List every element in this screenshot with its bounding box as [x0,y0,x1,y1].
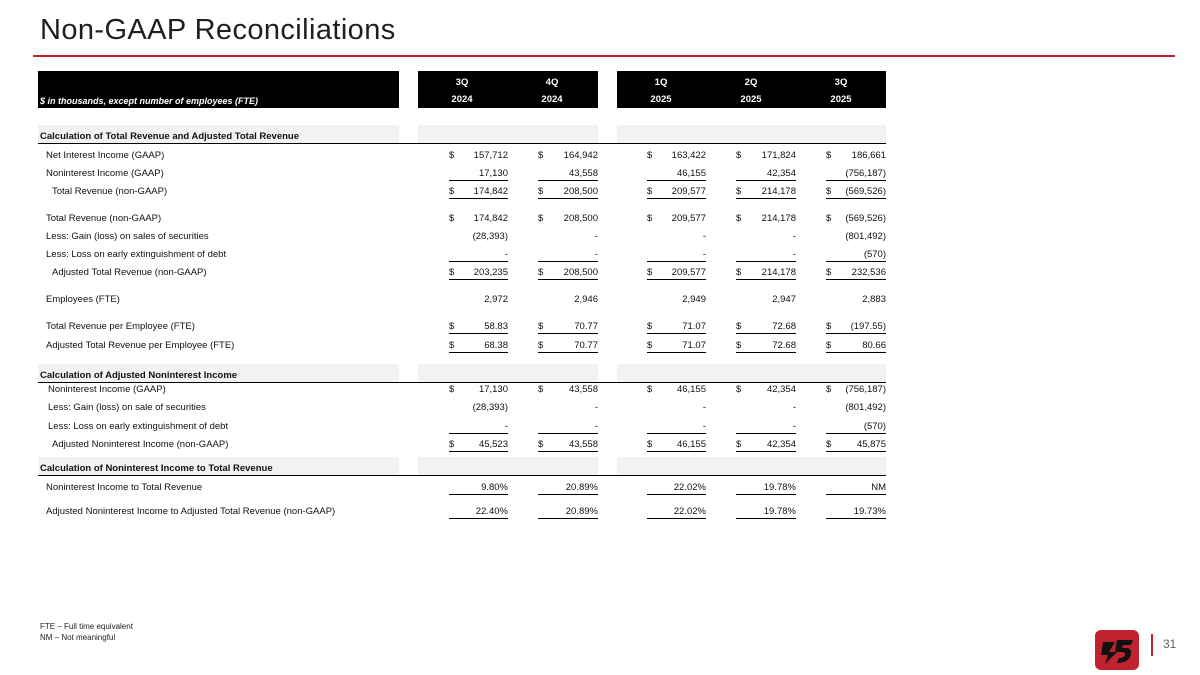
dollar-sign: $ [826,321,832,332]
header-year-1: 2024 [451,94,473,105]
header-quarter-5: 3Q [834,77,848,88]
dollar-sign: $ [449,213,455,224]
dollar-sign: $ [736,340,742,351]
cell-underline [826,433,886,434]
cell-underline [736,279,796,280]
cell-underline [736,352,796,353]
cell-underline [826,518,886,519]
table-cell: 71.07 [682,321,706,332]
dollar-sign: $ [538,213,544,224]
dollar-sign: $ [647,384,653,395]
footnote-fte: FTE – Full time equivalent [40,622,133,631]
row-label: Total Revenue (non-GAAP) [46,213,162,224]
cell-underline [449,433,508,434]
cell-underline [449,333,508,334]
header-quarter-3: 1Q [654,77,668,88]
page-title: Non-GAAP Reconciliations [40,14,396,46]
row-label: Noninterest Income (GAAP) [46,168,164,179]
table-cell: (570) [863,421,886,432]
cell-underline [647,451,706,452]
cell-underline [826,451,886,452]
dollar-sign: $ [647,150,653,161]
units-note: $ in thousands, except number of employees (FTE) [40,96,259,106]
cell-underline [449,198,508,199]
cell-underline [538,451,598,452]
header-year-2: 2024 [541,94,563,105]
dollar-sign: $ [736,150,742,161]
table-cell: 19.73% [853,506,886,517]
dollar-sign: $ [826,439,832,450]
row-label: Total Revenue (non-GAAP) [52,186,168,197]
cell-underline [647,180,706,181]
table-cell: 17,130 [478,168,508,179]
dollar-sign: $ [826,267,832,278]
table-cell: 157,712 [473,150,508,161]
dollar-sign: $ [538,321,544,332]
header-year-4: 2025 [740,94,762,105]
dollar-sign: $ [736,321,742,332]
table-cell: 17,130 [478,384,508,395]
dollar-sign: $ [736,267,742,278]
dollar-sign: $ [538,267,544,278]
table-cell: - [594,231,598,242]
table-cell: 209,577 [671,267,706,278]
table-cell: 42,354 [766,168,796,179]
cell-underline [538,433,598,434]
cell-underline [449,352,508,353]
cell-underline [736,518,796,519]
table-cell: - [702,402,706,413]
table-cell: 174,842 [473,186,508,197]
table-cell: 2,949 [682,294,706,305]
table-cell: - [792,402,796,413]
table-cell: 19.78% [763,506,796,517]
row-label: Adjusted Total Revenue per Employee (FTE) [46,340,235,351]
header-quarter-1: 3Q [455,77,469,88]
cell-underline [826,198,886,199]
row-label: Adjusted Noninterest Income (non-GAAP) [52,439,229,450]
table-cell: 46,155 [676,439,706,450]
cell-underline [449,494,508,495]
header-quarter-4: 2Q [744,77,758,88]
cell-underline [647,494,706,495]
row-label: Noninterest Income (GAAP) [48,384,166,395]
cell-underline [538,180,598,181]
table-cell: 22.02% [673,506,706,517]
table-cell: 209,577 [671,186,706,197]
header-year-3: 2025 [650,94,672,105]
table-cell: (197.55) [850,321,886,332]
section-rule [38,475,886,476]
dollar-sign: $ [449,267,455,278]
row-label: Less: Loss on early extinguishment of debt [46,249,227,260]
row-label: Less: Gain (loss) on sales of securities [46,231,209,242]
table-cell: (801,492) [845,402,886,413]
table-cell: 22.40% [475,506,508,517]
dollar-sign: $ [647,186,653,197]
section-rule [38,382,886,383]
table-cell: 71.07 [682,340,706,351]
dollar-sign: $ [538,384,544,395]
cell-underline [449,180,508,181]
table-cell: - [504,421,508,432]
section-title: Calculation of Adjusted Noninterest Income [40,370,238,381]
table-cell: - [792,421,796,432]
table-cell: 2,972 [484,294,508,305]
cell-underline [538,518,598,519]
table-cell: 214,178 [761,186,796,197]
table-cell: 232,536 [851,267,886,278]
dollar-sign: $ [736,213,742,224]
table-cell: 68.38 [484,340,508,351]
table-cell: 72.68 [772,340,796,351]
page-number-divider [1151,634,1153,656]
table-cell: 208,500 [563,186,598,197]
table-cell: - [792,231,796,242]
table-cell: 164,942 [563,150,598,161]
row-label: Adjusted Noninterest Income to Adjusted Total Revenue (non-GAAP) [46,506,336,517]
table-cell: 2,946 [574,294,598,305]
cell-underline [449,261,508,262]
table-cell: NM [871,482,886,493]
section-band [418,364,598,382]
cell-underline [538,279,598,280]
cell-underline [826,279,886,280]
cell-underline [449,518,508,519]
table-cell: 203,235 [473,267,508,278]
dollar-sign: $ [826,340,832,351]
cell-underline [647,198,706,199]
footnote-nm: NM – Not meaningful [40,633,116,642]
table-cell: (569,526) [845,213,886,224]
table-cell: 80.66 [862,340,886,351]
dollar-sign: $ [449,340,455,351]
cell-underline [647,518,706,519]
table-cell: 46,155 [676,384,706,395]
table-cell: 19.78% [763,482,796,493]
table-cell: 214,178 [761,267,796,278]
cell-underline [538,494,598,495]
dollar-sign: $ [538,340,544,351]
cell-underline [826,333,886,334]
dollar-sign: $ [826,150,832,161]
table-cell: 43,558 [568,439,598,450]
table-cell: 208,500 [563,267,598,278]
dollar-sign: $ [647,439,653,450]
cell-underline [736,451,796,452]
table-cell: 45,523 [478,439,508,450]
cell-underline [647,261,706,262]
table-cell: 9.80% [481,482,508,493]
dollar-sign: $ [826,384,832,395]
cell-underline [826,180,886,181]
cell-underline [736,261,796,262]
cell-underline [736,198,796,199]
section-band [418,457,598,475]
section-band [418,125,598,143]
dollar-sign: $ [647,321,653,332]
cell-underline [538,333,598,334]
table-cell: - [702,231,706,242]
section-rule [38,143,886,144]
table-cell: 171,824 [761,150,796,161]
dollar-sign: $ [449,186,455,197]
dollar-sign: $ [736,384,742,395]
dollar-sign: $ [736,439,742,450]
table-cell: - [702,421,706,432]
dollar-sign: $ [449,321,455,332]
section-band [617,125,886,143]
title-divider [33,55,1175,57]
header-year-5: 2025 [830,94,852,105]
cell-underline [826,261,886,262]
cell-underline [538,198,598,199]
header-quarter-2: 4Q [545,77,559,88]
cell-underline [736,333,796,334]
table-cell: - [792,249,796,260]
table-cell: 45,875 [856,439,886,450]
cell-underline [736,180,796,181]
dollar-sign: $ [826,213,832,224]
table-cell: 43,558 [568,168,598,179]
dollar-sign: $ [538,439,544,450]
cell-underline [736,494,796,495]
section-band [617,364,886,382]
table-cell: 43,558 [568,384,598,395]
cell-underline [449,451,508,452]
table-cell: - [594,402,598,413]
table-cell: 58.83 [484,321,508,332]
cell-underline [647,352,706,353]
table-cell: (28,393) [472,231,508,242]
section-title: Calculation of Total Revenue and Adjusted Total Revenue [40,131,299,142]
table-cell: - [594,421,598,432]
table-cell: (756,187) [845,168,886,179]
dollar-sign: $ [736,186,742,197]
table-cell: 46,155 [676,168,706,179]
table-cell: - [504,249,508,260]
table-cell: - [594,249,598,260]
table-cell: 186,661 [851,150,886,161]
table-cell: (801,492) [845,231,886,242]
cell-underline [647,433,706,434]
table-cell: 208,500 [563,213,598,224]
table-cell: (569,526) [845,186,886,197]
row-label: Less: Loss on early extinguishment of debt [48,421,229,432]
cell-underline [647,333,706,334]
page-number: 31 [1163,637,1177,651]
table-cell: 2,947 [772,294,796,305]
table-cell: 174,842 [473,213,508,224]
table-cell: 72.68 [772,321,796,332]
bank-logo-icon [1095,630,1139,670]
table-cell: 20.89% [565,506,598,517]
table-cell: 22.02% [673,482,706,493]
dollar-sign: $ [538,186,544,197]
cell-underline [826,352,886,353]
dollar-sign: $ [647,213,653,224]
dollar-sign: $ [647,340,653,351]
cell-underline [538,261,598,262]
dollar-sign: $ [449,150,455,161]
section-title: Calculation of Noninterest Income to Total Revenue [40,463,273,474]
row-label: Employees (FTE) [46,294,120,305]
table-cell: (28,393) [472,402,508,413]
row-label: Adjusted Total Revenue (non-GAAP) [52,267,207,278]
table-cell: 209,577 [671,213,706,224]
table-cell: 42,354 [766,384,796,395]
table-cell: - [702,249,706,260]
dollar-sign: $ [826,186,832,197]
cell-underline [538,352,598,353]
table-cell: (756,187) [845,384,886,395]
section-band [617,457,886,475]
row-label: Less: Gain (loss) on sale of securities [48,402,206,413]
cell-underline [736,433,796,434]
dollar-sign: $ [449,439,455,450]
cell-underline [826,494,886,495]
table-cell: 163,422 [671,150,706,161]
cell-underline [449,279,508,280]
table-cell: 20.89% [565,482,598,493]
dollar-sign: $ [449,384,455,395]
table-cell: 70.77 [574,340,598,351]
table-cell: 214,178 [761,213,796,224]
row-label: Net Interest Income (GAAP) [46,150,165,161]
table-cell: 42,354 [766,439,796,450]
dollar-sign: $ [538,150,544,161]
row-label: Noninterest Income to Total Revenue [46,482,203,493]
cell-underline [647,279,706,280]
table-cell: (570) [863,249,886,260]
table-cell: 2,883 [862,294,886,305]
dollar-sign: $ [647,267,653,278]
row-label: Total Revenue per Employee (FTE) [46,321,195,332]
table-cell: 70.77 [574,321,598,332]
